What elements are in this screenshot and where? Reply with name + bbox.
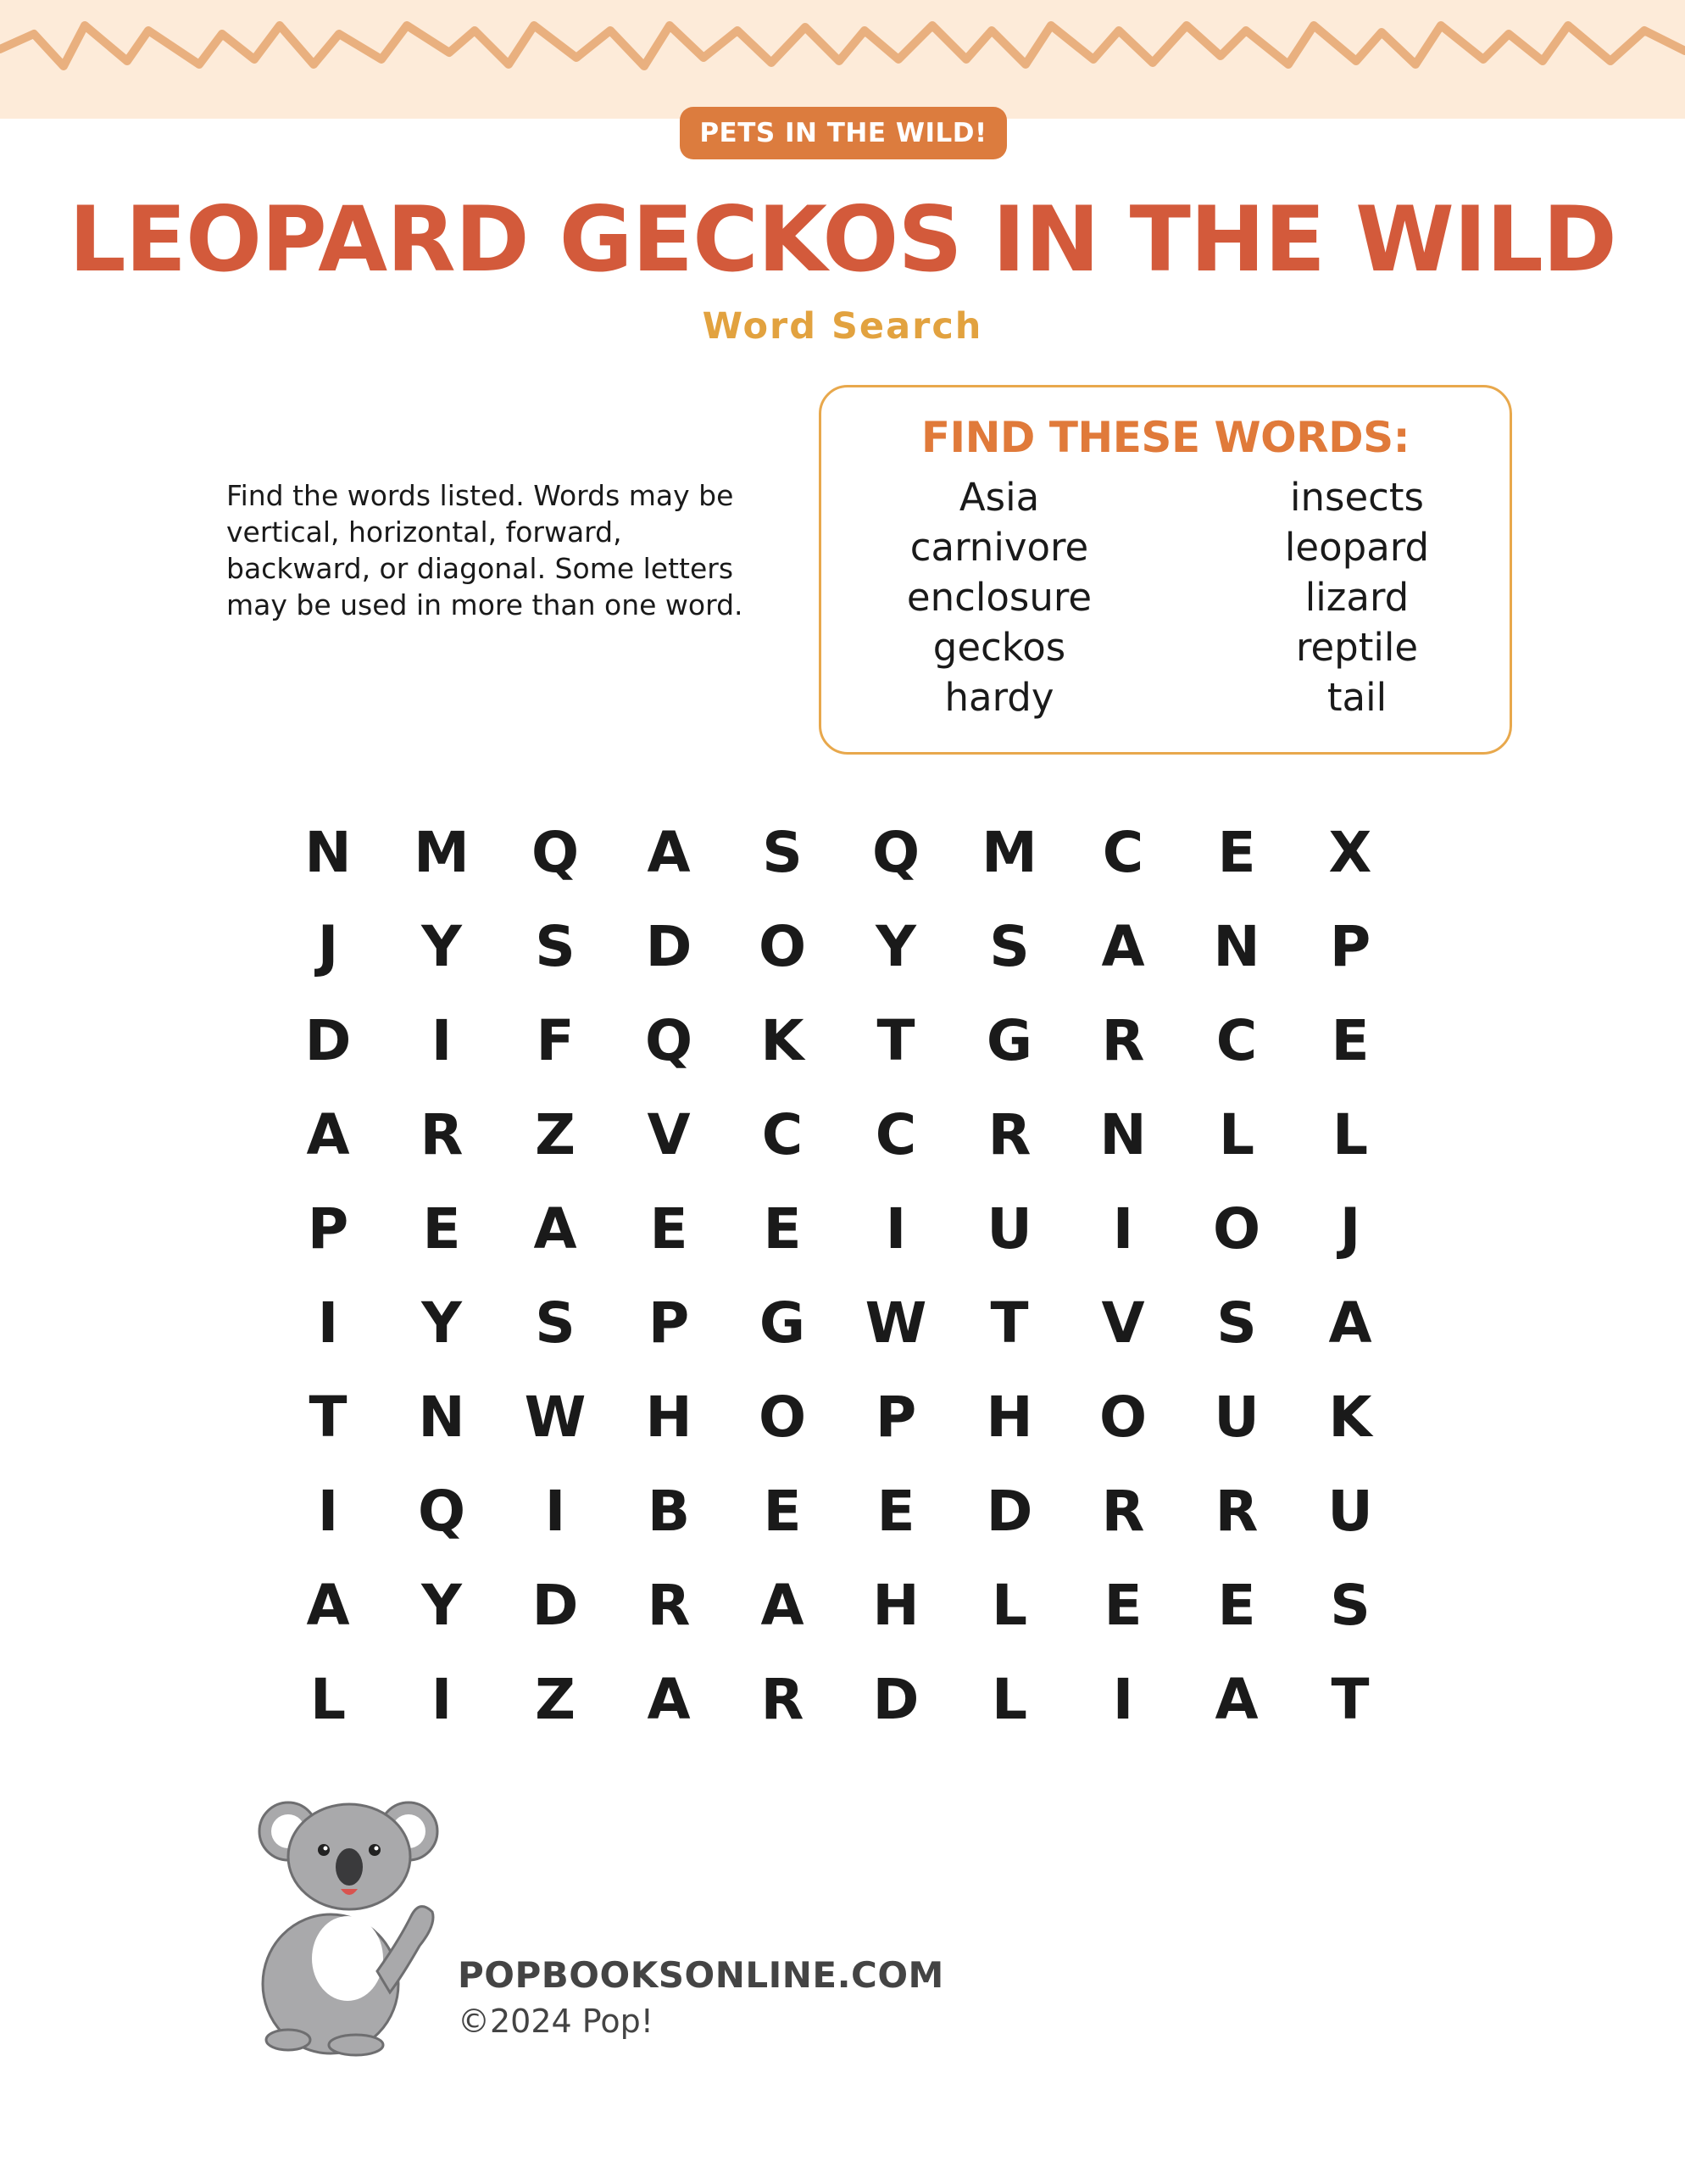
grid-letter[interactable]: T [990, 1290, 1029, 1356]
grid-letter[interactable]: S [1216, 1290, 1257, 1356]
word-item: enclosure [906, 575, 1093, 620]
grid-letter[interactable]: Z [535, 1102, 576, 1167]
word-list-left-column [847, 472, 1152, 722]
grid-letter[interactable]: E [649, 1196, 688, 1262]
grid-letter[interactable]: A [1101, 914, 1145, 979]
word-search-grid [271, 805, 1432, 1755]
grid-letter[interactable]: D [872, 1667, 920, 1732]
grid-letter[interactable]: W [524, 1384, 587, 1450]
grid-letter[interactable]: C [761, 1102, 804, 1167]
grid-letter[interactable]: R [420, 1102, 464, 1167]
word-item: insects [1290, 475, 1424, 520]
grid-letter[interactable]: I [317, 1290, 339, 1356]
grid-letter[interactable]: L [991, 1667, 1028, 1732]
grid-letter[interactable]: Q [871, 820, 920, 885]
grid-letter[interactable]: P [1329, 914, 1371, 979]
word-item: geckos [932, 625, 1066, 670]
instructions-text: Find the words listed. Words may be vertical, horizontal, forward, backward, or diagonal. Some letters may be used in more than one word. [226, 479, 743, 621]
grid-letter[interactable]: I [544, 1479, 566, 1544]
grid-letter[interactable]: A [306, 1573, 350, 1638]
grid-letter[interactable]: R [760, 1667, 804, 1732]
grid-letter[interactable]: S [989, 914, 1030, 979]
grid-letter[interactable]: I [1112, 1196, 1134, 1262]
copyright-text: ©2024 Pop! [458, 2003, 653, 2040]
grid-letter[interactable]: U [1214, 1384, 1260, 1450]
website-link[interactable]: POPBOOKSONLINE.COM [458, 1954, 944, 1996]
grid-letter[interactable]: H [872, 1573, 920, 1638]
grid-letter[interactable]: F [536, 1008, 575, 1073]
grid-letter[interactable]: C [875, 1102, 917, 1167]
grid-letter[interactable]: A [533, 1196, 577, 1262]
grid-letter[interactable]: Q [417, 1479, 466, 1544]
word-item: hardy [944, 675, 1054, 720]
koala-illustration [229, 1789, 466, 2064]
grid-letter[interactable]: D [304, 1008, 352, 1073]
grid-letter[interactable]: H [645, 1384, 692, 1450]
grid-letter[interactable]: L [1332, 1102, 1369, 1167]
word-list-heading: FIND THESE WORDS: [920, 413, 1410, 462]
grid-letter[interactable]: R [1101, 1008, 1145, 1073]
word-item: leopard [1284, 525, 1430, 570]
grid-letter[interactable]: E [763, 1479, 802, 1544]
word-list-right-column [1204, 472, 1510, 722]
word-list-box [819, 385, 1512, 755]
grid-letter[interactable]: C [1102, 820, 1144, 885]
grid-letter[interactable]: Z [535, 1667, 576, 1732]
grid-letter[interactable]: O [758, 914, 807, 979]
grid-letter[interactable]: N [304, 820, 352, 885]
grid-letter[interactable]: S [1330, 1573, 1371, 1638]
grid-letter[interactable]: U [987, 1196, 1032, 1262]
grid-letter[interactable]: B [647, 1479, 691, 1544]
grid-letter[interactable]: O [1098, 1384, 1148, 1450]
grid-letter[interactable]: I [431, 1008, 453, 1073]
grid-letter[interactable]: I [885, 1196, 907, 1262]
grid-letter[interactable]: O [758, 1384, 807, 1450]
grid-letter[interactable]: I [317, 1479, 339, 1544]
grid-letter[interactable]: E [763, 1196, 802, 1262]
grid-letter[interactable]: D [986, 1479, 1033, 1544]
grid-letter[interactable]: Q [531, 820, 580, 885]
grid-letter[interactable]: D [645, 914, 692, 979]
grid-letter[interactable]: H [986, 1384, 1033, 1450]
grid-letter[interactable]: T [876, 1008, 915, 1073]
grid-letter[interactable]: G [759, 1290, 806, 1356]
grid-letter[interactable]: E [1104, 1573, 1143, 1638]
grid-letter[interactable]: E [1217, 1573, 1256, 1638]
grid-letter[interactable]: M [982, 820, 1037, 885]
top-decorative-band [0, 0, 1685, 119]
grid-letter[interactable]: L [1218, 1102, 1255, 1167]
grid-letter[interactable]: T [1331, 1667, 1370, 1732]
grid-letter[interactable]: Y [421, 1573, 462, 1638]
grid-letter[interactable]: D [531, 1573, 579, 1638]
grid-letter[interactable]: Y [876, 914, 916, 979]
grid-letter[interactable]: S [535, 914, 576, 979]
word-item: reptile [1295, 625, 1419, 670]
grid-letter[interactable]: K [1328, 1384, 1372, 1450]
grid-letter[interactable]: A [1328, 1290, 1372, 1356]
word-item: carnivore [909, 525, 1089, 570]
grid-letter[interactable]: U [1327, 1479, 1373, 1544]
grid-letter[interactable]: A [647, 820, 691, 885]
grid-letter[interactable]: M [414, 820, 470, 885]
grid-letter[interactable]: I [431, 1667, 453, 1732]
grid-letter[interactable]: A [306, 1102, 350, 1167]
grid-letter[interactable]: P [875, 1384, 917, 1450]
grid-letter[interactable]: C [1215, 1008, 1258, 1073]
grid-letter[interactable]: J [317, 914, 339, 979]
word-item: lizard [1304, 575, 1410, 620]
grid-letter[interactable]: I [1112, 1667, 1134, 1732]
grid-letter[interactable]: J [1339, 1196, 1361, 1262]
grid-letter[interactable]: N [418, 1384, 465, 1450]
grid-letter[interactable]: A [647, 1667, 691, 1732]
grid-letter[interactable]: E [876, 1479, 915, 1544]
grid-letter[interactable]: L [991, 1573, 1028, 1638]
grid-letter[interactable]: A [760, 1573, 804, 1638]
grid-letter[interactable]: Y [421, 1290, 462, 1356]
grid-letter[interactable]: V [647, 1102, 691, 1167]
grid-letter[interactable]: R [1215, 1479, 1259, 1544]
grid-letter[interactable]: X [1328, 820, 1372, 885]
category-badge: PETS IN THE WILD! [680, 107, 1007, 159]
grid-letter[interactable]: N [1099, 1102, 1147, 1167]
page-subtitle: Word Search [702, 305, 983, 348]
page-title: LEOPARD GECKOS IN THE WILD [69, 187, 1616, 292]
grid-letter[interactable]: R [987, 1102, 1032, 1167]
grid-letter[interactable]: E [1331, 1008, 1370, 1073]
grid-letter[interactable]: Y [421, 914, 462, 979]
grid-letter[interactable]: N [1213, 914, 1260, 979]
grid-letter[interactable]: R [647, 1573, 691, 1638]
grid-letter[interactable]: E [1217, 820, 1256, 885]
grid-letter[interactable]: O [1212, 1196, 1261, 1262]
grid-letter[interactable]: G [986, 1008, 1033, 1073]
grid-letter[interactable]: S [762, 820, 803, 885]
grid-letter[interactable]: A [1215, 1667, 1259, 1732]
grid-letter[interactable]: Q [644, 1008, 693, 1073]
grid-letter[interactable]: W [865, 1290, 927, 1356]
word-item: Asia [959, 475, 1040, 520]
grid-letter[interactable]: K [760, 1008, 804, 1073]
word-item: tail [1326, 675, 1387, 720]
grid-letter[interactable]: E [422, 1196, 461, 1262]
grid-letter[interactable]: R [1101, 1479, 1145, 1544]
grid-letter[interactable]: T [309, 1384, 348, 1450]
grid-letter[interactable]: P [648, 1290, 690, 1356]
grid-letter[interactable]: P [307, 1196, 349, 1262]
grid-letter[interactable]: V [1101, 1290, 1145, 1356]
grid-letter[interactable]: S [535, 1290, 576, 1356]
zigzag-border [0, 0, 1685, 119]
grid-letter[interactable]: L [309, 1667, 347, 1732]
